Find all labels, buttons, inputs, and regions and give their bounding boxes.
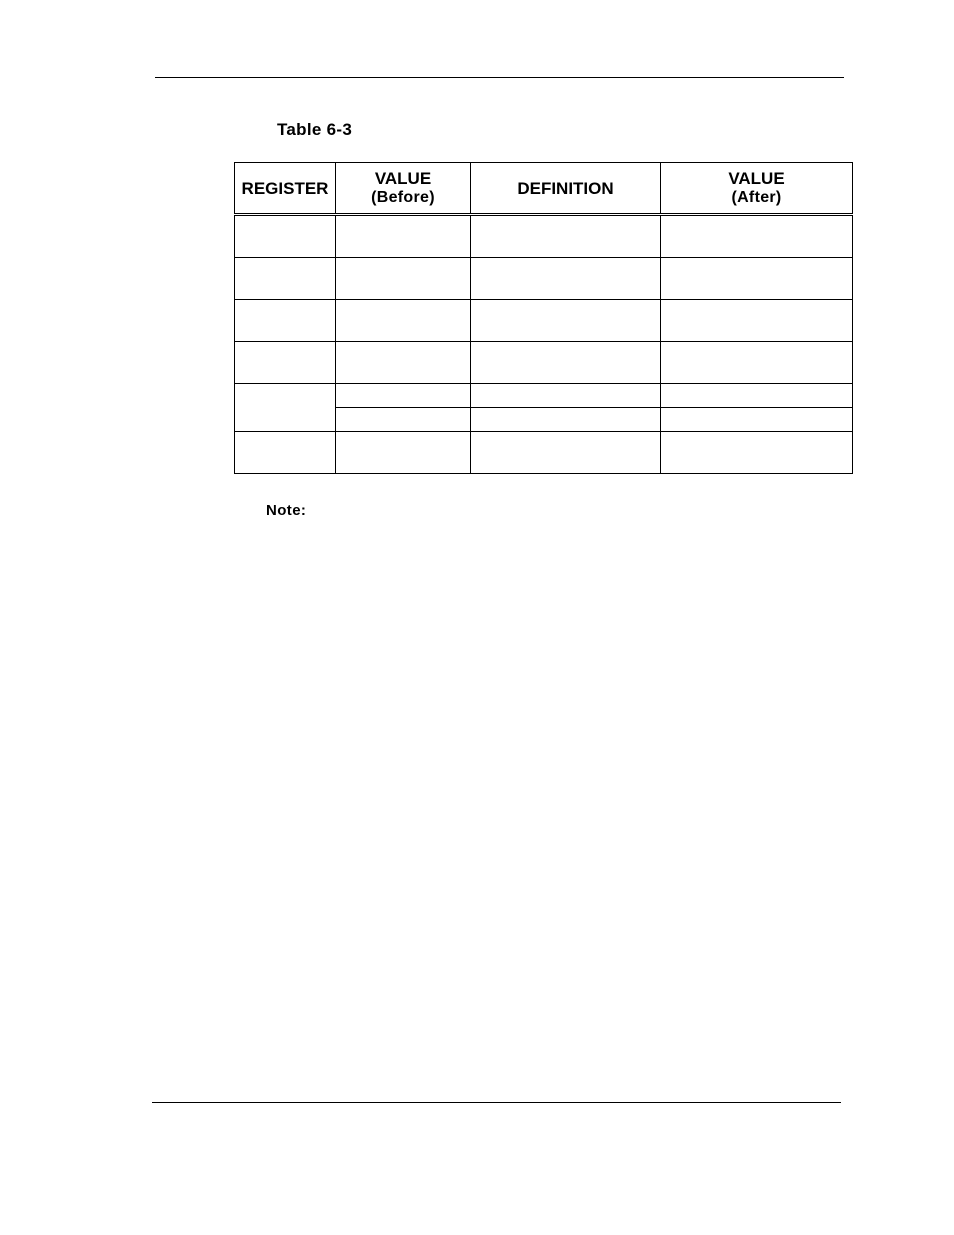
header-definition xyxy=(471,163,661,215)
cell-value-before xyxy=(336,408,471,432)
cell-value-before xyxy=(336,258,471,300)
cell-register xyxy=(235,432,336,474)
header-register xyxy=(235,163,336,215)
cell-register xyxy=(235,215,336,258)
cell-register-merged xyxy=(235,384,336,432)
footer-rule xyxy=(152,1102,841,1103)
register-table xyxy=(234,162,853,474)
cell-register xyxy=(235,300,336,342)
header-value-after-label: VALUE xyxy=(728,169,785,188)
cell-definition xyxy=(471,300,661,342)
table-row xyxy=(235,432,853,474)
cell-value-before xyxy=(336,300,471,342)
cell-value-after xyxy=(661,215,853,258)
header-value-after xyxy=(661,163,853,215)
cell-definition xyxy=(471,215,661,258)
header-value-before-label: VALUE xyxy=(374,169,432,188)
note-label: Note: xyxy=(266,502,307,519)
table-row xyxy=(235,384,853,408)
header-value-before-sublabel: (Before) xyxy=(371,189,435,206)
table-caption: Table 6-3 xyxy=(277,120,353,139)
cell-value-before xyxy=(336,215,471,258)
table-row xyxy=(235,258,853,300)
cell-value-before xyxy=(336,432,471,474)
cell-definition xyxy=(471,432,661,474)
table-row xyxy=(235,300,853,342)
cell-value-before xyxy=(336,384,471,408)
header-definition-label: DEFINITION xyxy=(517,178,614,198)
cell-value-before xyxy=(336,342,471,384)
cell-definition xyxy=(471,342,661,384)
header-rule xyxy=(155,77,844,78)
header-value-after-sublabel: (After) xyxy=(731,189,782,206)
cell-value-after xyxy=(661,300,853,342)
cell-definition xyxy=(471,258,661,300)
table-header-row xyxy=(235,163,853,215)
header-register-label: REGISTER xyxy=(241,178,329,198)
cell-value-after xyxy=(661,342,853,384)
cell-register xyxy=(235,342,336,384)
table-row xyxy=(235,215,853,258)
header-value-before xyxy=(336,163,471,215)
cell-definition xyxy=(471,384,661,408)
cell-value-after xyxy=(661,432,853,474)
cell-definition xyxy=(471,408,661,432)
cell-value-after xyxy=(661,384,853,408)
table-row xyxy=(235,342,853,384)
cell-register xyxy=(235,258,336,300)
cell-value-after xyxy=(661,258,853,300)
cell-value-after xyxy=(661,408,853,432)
